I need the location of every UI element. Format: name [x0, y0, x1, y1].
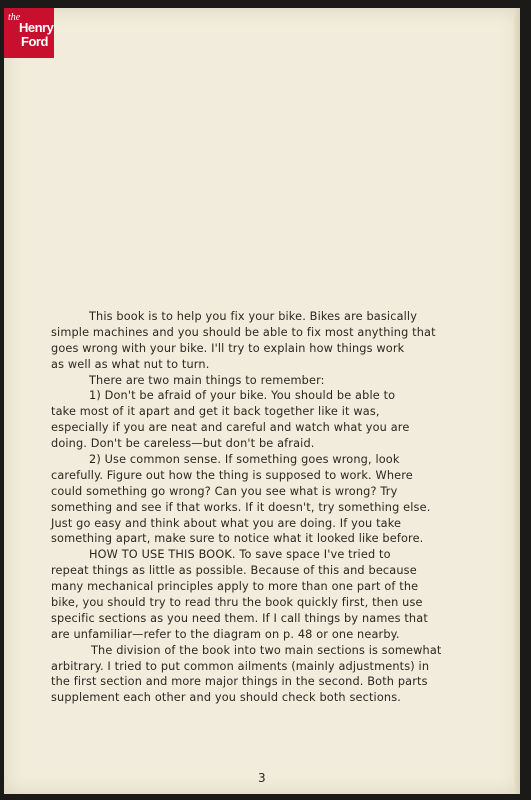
- text-line: are unfamiliar—refer to the diagram on p. 48 or one nearby.: [51, 627, 400, 641]
- text-line: bike, you should try to read thru the book quickly first, then use: [51, 596, 423, 610]
- text-line: There are two main things to remember:: [89, 373, 325, 387]
- text-line: supplement each other and you should check both sections.: [51, 691, 401, 705]
- text-line: the first section and more major things in the second. Both parts: [51, 675, 428, 689]
- text-line: doing. Don't be careless—but don't be afraid.: [51, 437, 315, 451]
- text-line: goes wrong with your bike. I'll try to explain how things work: [51, 341, 405, 355]
- text-line: arbitrary. I tried to put common ailments (mainly adjustments) in: [51, 659, 430, 673]
- book-page: [4, 8, 520, 794]
- text-line: The division of the book into two main sections is somewhat: [91, 643, 442, 657]
- logo-text-ford: Ford: [21, 34, 48, 49]
- logo-text-the: the: [8, 12, 21, 23]
- text-line: as well as what nut to turn.: [51, 357, 210, 371]
- text-line: 1) Don't be afraid of your bike. You should be able to: [89, 389, 396, 403]
- text-line: This book is to help you fix your bike. Bikes are basically: [89, 310, 418, 323]
- text-line: especially if you are neat and careful and watch what you are: [51, 421, 410, 435]
- text-line: specific sections as you need them. If I call things by names that: [51, 611, 428, 625]
- text-line: carefully. Figure out how the thing is supposed to work. Where: [51, 468, 413, 482]
- page-number: 3: [258, 771, 266, 785]
- text-line: something and see if that works. If it doesn't, try something else.: [51, 500, 431, 514]
- text-line: something apart, make sure to notice what it looked like before.: [51, 532, 424, 546]
- text-line: 2) Use common sense. If something goes wrong, look: [89, 453, 400, 467]
- body-text: [51, 309, 479, 706]
- text-line: take most of it apart and get it back together like it was,: [51, 405, 380, 419]
- text-line: repeat things as little as possible. Because of this and because: [51, 564, 417, 578]
- logo-text-henry: Henry: [19, 20, 54, 35]
- text-line: HOW TO USE THIS BOOK. To save space I've tried to: [89, 548, 391, 562]
- henry-ford-logo: [4, 8, 54, 58]
- text-line: could something go wrong? Can you see what is wrong? Try: [51, 484, 398, 498]
- text-line: many mechanical principles apply to more than one part of the: [51, 580, 419, 594]
- page-edge: [514, 8, 520, 794]
- text-line: simple machines and you should be able to fix most anything that: [51, 325, 436, 339]
- text-line: Just go easy and think about what you are doing. If you take: [51, 516, 402, 530]
